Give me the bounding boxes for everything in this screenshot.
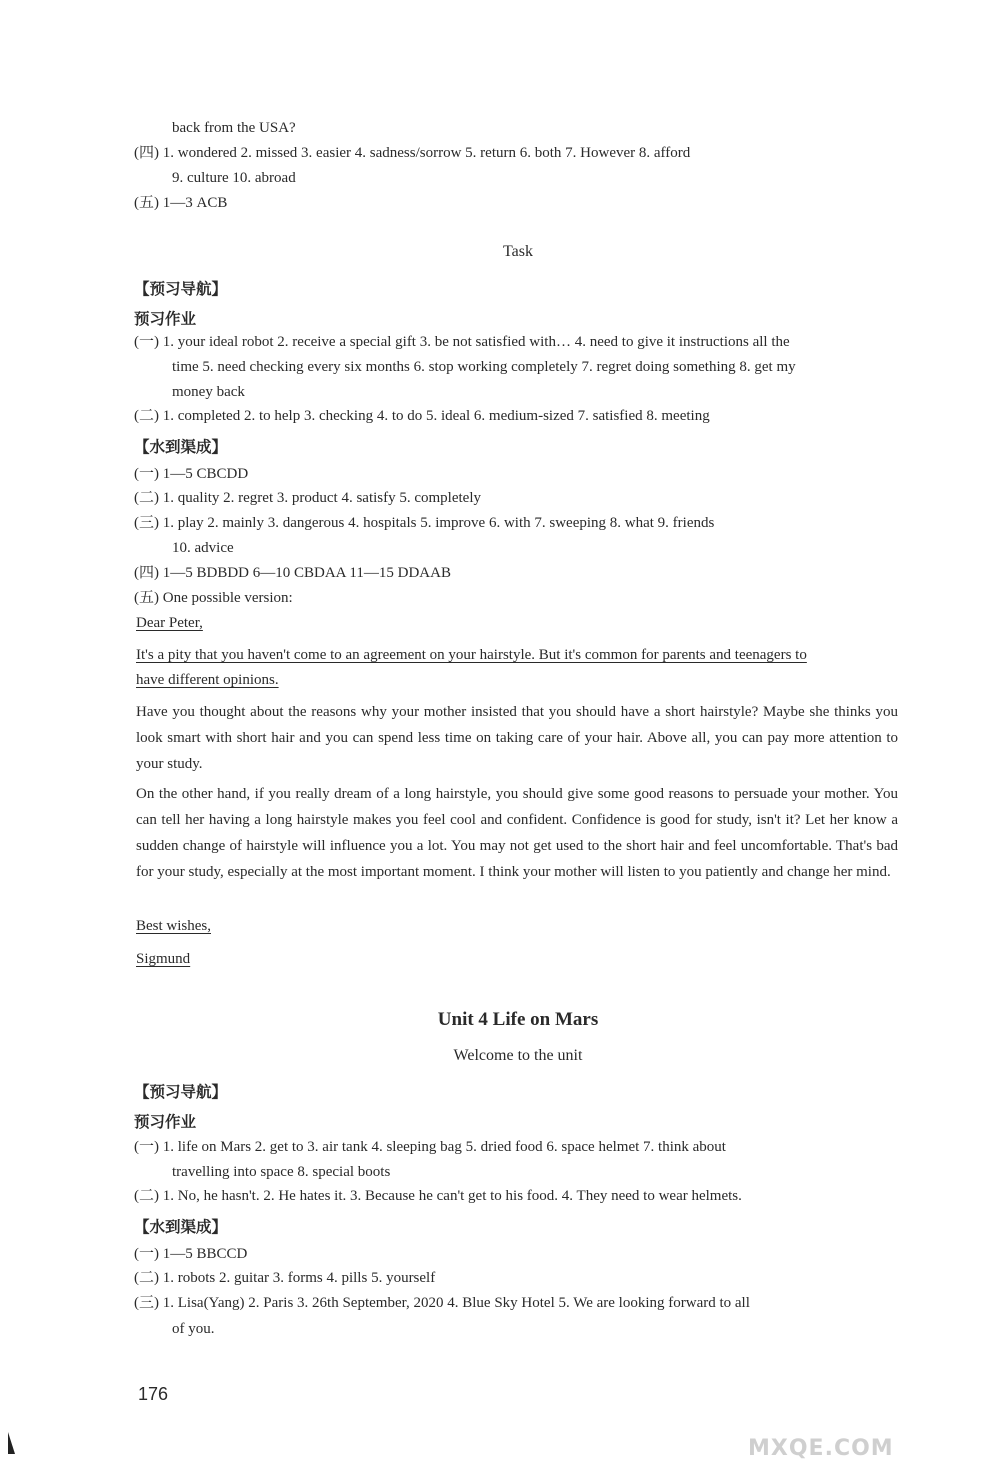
letter-signature: Sigmund [136,951,191,967]
page-number: 176 [138,1384,169,1404]
line: time 5. need checking every six months 6. stop working completely 7. regret doing something 8. get my [172,359,796,375]
heading: 【水到渠成】 [134,438,228,456]
line: 10. advice [172,540,234,556]
line: (二) 1. robots 2. guitar 3. forms 4. pills 5. yourself [134,1270,436,1286]
heading: 预习作业 [134,1113,197,1131]
unit-title: Unit 4 Life on Mars [437,1009,599,1030]
corner-mark [8,1432,15,1454]
letter-salutation: Dear Peter, [136,615,203,631]
section-title: Task [503,243,533,260]
line: (一) 1. life on Mars 2. get to 3. air tank 4. sleeping bag 5. dried food 6. space helmet 7. think about [134,1139,726,1155]
line: money back [172,384,245,400]
line: (二) 1. completed 2. to help 3. checking 4. to do 5. ideal 6. medium-sized 7. satisfied 8. meeting [134,408,710,424]
heading: 【预习导航】 [134,1083,228,1101]
heading: 【预习导航】 [134,280,228,298]
line: (二) 1. No, he hasn't. 2. He hates it. 3. Because he can't get to his food. 4. They need to wear helmets. [134,1188,742,1204]
line: (一) 1. your ideal robot 2. receive a special gift 3. be not satisfied with… 4. need to give it instructions all the [134,334,790,350]
line: 9. culture 10. abroad [172,170,296,186]
line: (二) 1. quality 2. regret 3. product 4. satisfy 5. completely [134,490,481,506]
line: (四) 1. wondered 2. missed 3. easier 4. sadness/sorrow 5. return 6. both 7. However 8. afford [134,145,691,161]
line: (一) 1—5 BBCCD [134,1246,248,1262]
letter-paragraph: On the other hand, if you really dream of a long hairstyle, you should give some good reasons to persuade your mother. You can tell her having a long hairstyle makes you feel cool and confident. Confidence is good for study, isn't it? Let her know a sudden change of hairstyle will influence you a lot. You may not get used to the short hair and feel uncomfortable. That's bad for your study, especially at the most important moment. I think your mother will listen to you patiently and change her mind. [136,786,898,880]
line: (三) 1. play 2. mainly 3. dangerous 4. hospitals 5. improve 6. with 7. sweeping 8. what 9. friends [134,515,715,531]
line: (五) 1—3 ACB [134,195,228,211]
letter-closing: Best wishes, [136,918,211,934]
line: (五) One possible version: [134,590,293,606]
letter-paragraph: Have you thought about the reasons why your mother insisted that you should have a short hairstyle? Maybe she thinks you look smart with short hair and you can spend less time on taking care of your hair. Above all, you can pay more attention to your study. [136,704,898,772]
line: of you. [172,1321,215,1337]
line: (四) 1—5 BDBDD 6—10 CBDAA 11—15 DDAAB [134,565,451,581]
heading: 预习作业 [134,310,197,328]
heading: 【水到渠成】 [134,1218,228,1236]
line: back from the USA? [172,120,296,136]
unit-subtitle: Welcome to the unit [453,1047,583,1064]
letter-line: It's a pity that you haven't come to an agreement on your hairstyle. But it's common for parents and teenagers to [136,647,807,663]
line: (一) 1—5 CBCDD [134,466,249,482]
line: travelling into space 8. special boots [172,1164,391,1180]
line: (三) 1. Lisa(Yang) 2. Paris 3. 26th September, 2020 4. Blue Sky Hotel 5. We are looking forward to all [134,1295,750,1311]
watermark: MXQE.COM [748,1436,894,1461]
letter-line: have different opinions. [136,672,279,688]
